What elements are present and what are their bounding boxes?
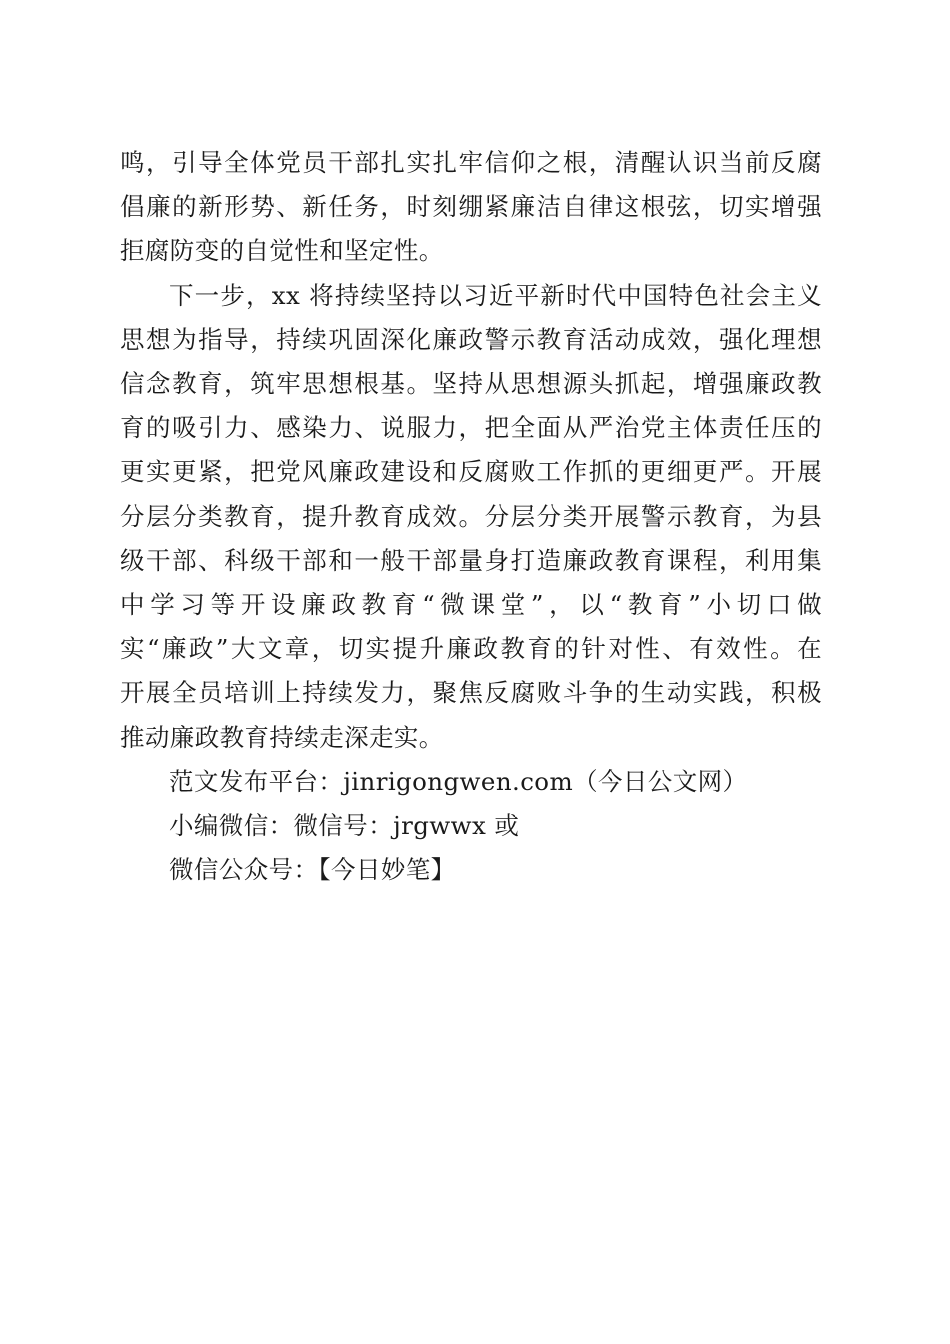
text-line: 鸣，引导全体党员干部扎实扎牢信仰之根，清醒认识当前反腐 — [120, 148, 822, 177]
text-line: 中学习等开设廉政教育“微课堂”，以“教育”小切口做 — [120, 590, 822, 620]
text-line: 级干部、科级干部和一般干部量身打造廉政教育课程，利用集 — [120, 545, 822, 575]
footer-official-account: 微信公众号：【今日妙笔】 — [169, 855, 456, 885]
text-line: 分层分类教育，提升教育成效。分层分类开展警示教育，为县 — [120, 501, 822, 531]
text-line: 开展全员培训上持续发力，聚焦反腐败斗争的生动实践，积极 — [120, 678, 822, 708]
text-line: 育的吸引力、感染力、说服力，把全面从严治党主体责任压的 — [120, 413, 822, 443]
paragraph-continuation — [120, 141, 822, 274]
text-line: 更实更紧，把党风廉政建设和反腐败工作抓的更细更严。开展 — [120, 457, 822, 487]
footer-block — [120, 760, 822, 893]
text-line: 推动廉政教育持续走深走实。 — [120, 722, 444, 752]
text-line: 下一步，xx 将持续坚持以习近平新时代中国特色社会主义 — [169, 280, 822, 310]
footer-wechat: 小编微信：微信号：jrgwwx 或 — [169, 811, 520, 841]
text-line: 拒腐防变的自觉性和坚定性。 — [120, 236, 444, 266]
footer-platform: 范文发布平台：jinrigongwen.com（今日公文网） — [169, 766, 748, 796]
text-line: 思想为指导，持续巩固深化廉政警示教育活动成效，强化理想 — [120, 324, 822, 354]
text-line: 倡廉的新形势、新任务，时刻绷紧廉洁自律这根弦，切实增强 — [120, 192, 822, 222]
paragraph-next-steps — [120, 274, 822, 760]
text-line: 实“廉政”大文章，切实提升廉政教育的针对性、有效性。在 — [120, 634, 822, 664]
document-body — [120, 141, 822, 892]
text-line: 信念教育，筑牢思想根基。坚持从思想源头抓起，增强廉政教 — [120, 369, 822, 399]
